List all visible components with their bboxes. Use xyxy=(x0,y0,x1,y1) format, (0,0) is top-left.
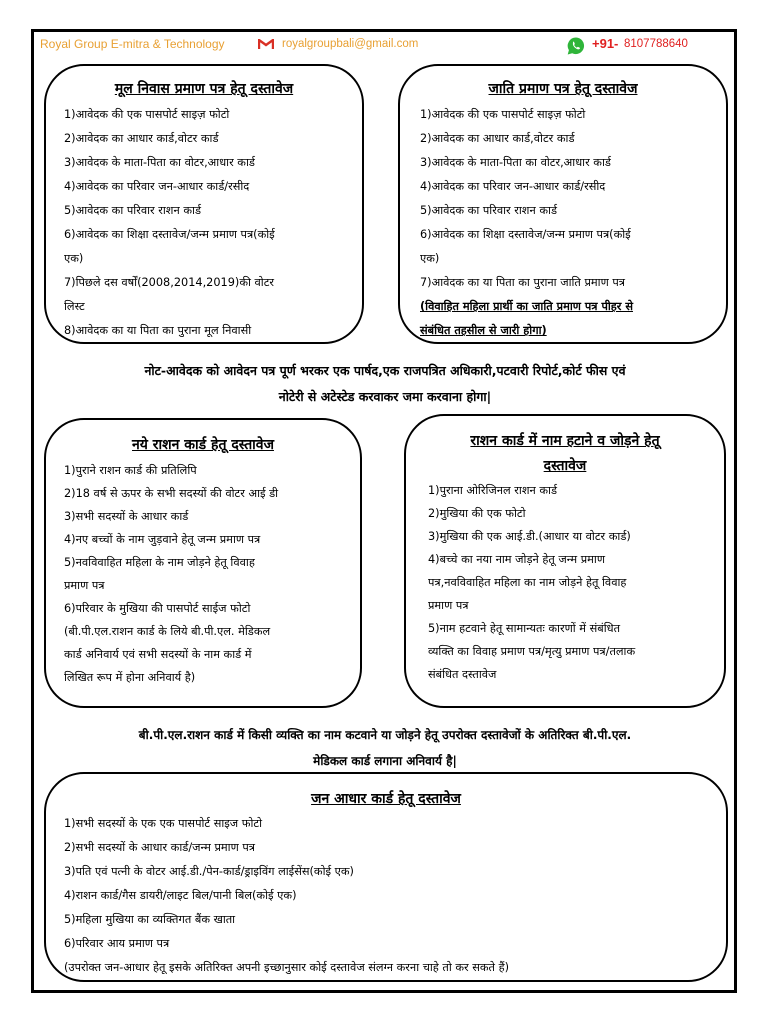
list-item: 6)परिवार आय प्रमाण पत्र xyxy=(64,937,170,950)
list-item: 3)पति एवं पत्नी के वोटर आई.डी./पेन-कार्ड/ड्राइविंग लाईसेंस(कोई एक) xyxy=(64,865,354,878)
attestation-note-line-2: नोटेरी से अटेस्टेड करवाकर जमा करवाना होगा| xyxy=(278,389,492,404)
list-item: 2)आवेदक का आधार कार्ड,वोटर कार्ड xyxy=(420,132,575,145)
list-item: 6)आवेदक का शिक्षा दस्तावेज/जन्म प्रमाण पत्र(कोई xyxy=(420,228,631,241)
list-item: 1)आवेदक की एक पासपोर्ट साइज़ फोटो xyxy=(64,108,230,121)
list-item: 6)परिवार के मुखिया की पासपोर्ट साईज फोटो xyxy=(64,602,251,615)
list-item: 2)18 वर्ष से ऊपर के सभी सदस्यों की वोटर आई डी xyxy=(64,487,279,500)
phone-number: 8107788640 xyxy=(624,38,688,50)
jan-aadhaar-document-list xyxy=(64,812,726,980)
new-ration-card-document-list xyxy=(64,459,360,689)
bpl-medical-card-note xyxy=(40,722,730,774)
list-item: 2)आवेदक का आधार कार्ड,वोटर कार्ड xyxy=(64,132,219,145)
ration-name-change-title: राशन कार्ड में नाम हटाने व जोड़ने हेतू xyxy=(470,433,660,449)
domicile-document-list xyxy=(64,103,362,343)
new-ration-card-box xyxy=(44,418,362,708)
new-ration-card-title: नये राशन कार्ड हेतू दस्तावेज xyxy=(132,437,274,453)
list-item: 4)आवेदक का परिवार जन-आधार कार्ड/रसीद xyxy=(64,180,250,193)
list-item: पत्र,नवविवाहित महिला का नाम जोड़ने हेतू विवाह xyxy=(428,576,627,589)
list-item: लिखित रूप में होना अनिवार्य है) xyxy=(64,671,196,684)
gmail-icon xyxy=(258,39,274,50)
whatsapp-icon xyxy=(566,36,586,56)
list-item: 7)पिछले दस वर्षों(2008,2014,2019)की वोटर xyxy=(64,276,275,289)
attestation-note-line-1: नोट-आवेदक को आवेदन पत्र पूर्ण भरकर एक पार्षद,एक राजपत्रित अधिकारी,पटवारी रिपोर्ट,कोर्ट फीस एवं xyxy=(144,363,626,378)
list-item: 4)राशन कार्ड/गैस डायरी/लाइट बिल/पानी बिल(कोई एक) xyxy=(64,889,297,902)
jan-aadhaar-card-box xyxy=(44,772,728,982)
list-item: 4)आवेदक का परिवार जन-आधार कार्ड/रसीद xyxy=(420,180,606,193)
list-item: 8)आवेदक का या पिता का पुराना मूल निवासी xyxy=(64,324,252,337)
caste-document-list xyxy=(420,103,726,343)
list-item: (बी.पी.एल.राशन कार्ड के लिये बी.पी.एल. मेडिकल xyxy=(64,625,271,638)
list-item: 1)पुराना ओरिजिनल राशन कार्ड xyxy=(428,484,558,497)
page-header xyxy=(40,35,730,57)
list-item: 3)आवेदक के माता-पिता का वोटर,आधार कार्ड xyxy=(64,156,255,169)
list-item: 2)मुखिया की एक फोटो xyxy=(428,507,526,520)
list-item: (उपरोक्त जन-आधार हेतू इसके अतिरिक्त अपनी इच्छानुसार कोई दस्तावेज संलग्न करना चाहे तो कर सकते हैं) xyxy=(64,961,509,974)
phone-prefix: +91- xyxy=(592,36,619,51)
list-item: 5)नाम हटवाने हेतू सामान्यतः कारणों में संबंधित xyxy=(428,622,621,635)
list-item: 4)बच्चे का नया नाम जोड़ने हेतू जन्म प्रमाण xyxy=(428,553,605,566)
domicile-certificate-box xyxy=(44,64,364,344)
list-item: एक) xyxy=(420,252,440,265)
email-address: royalgroupbali@gmail.com xyxy=(282,38,419,50)
attestation-note xyxy=(40,358,730,410)
list-item: 5)आवेदक का परिवार राशन कार्ड xyxy=(64,204,201,217)
list-item: 3)सभी सदस्यों के आधार कार्ड xyxy=(64,510,189,523)
brand-name: Royal Group E-mitra & Technology xyxy=(40,37,225,51)
domicile-certificate-title: मूल निवास प्रमाण पत्र हेतू दस्तावेज xyxy=(114,81,294,97)
list-item: एक) xyxy=(64,252,84,265)
ration-name-change-box xyxy=(404,414,726,708)
list-item: संबंधित दस्तावेज xyxy=(428,668,497,681)
list-item: 6)आवेदक का शिक्षा दस्तावेज/जन्म प्रमाण पत्र(कोई xyxy=(64,228,275,241)
list-item: 4)नए बच्चों के नाम जुड़वाने हेतू जन्म प्रमाण पत्र xyxy=(64,533,261,546)
list-item: 1)आवेदक की एक पासपोर्ट साइज़ फोटो xyxy=(420,108,586,121)
caste-certificate-title: जाति प्रमाण पत्र हेतू दस्तावेज xyxy=(488,81,638,97)
ration-name-change-document-list xyxy=(428,479,724,686)
list-item: 5)आवेदक का परिवार राशन कार्ड xyxy=(420,204,557,217)
list-item: 1)पुराने राशन कार्ड की प्रतिलिपि xyxy=(64,464,197,477)
list-item: 3)आवेदक के माता-पिता का वोटर,आधार कार्ड xyxy=(420,156,611,169)
list-item: कार्ड अनिवार्य एवं सभी सदस्यों के नाम कार्ड में xyxy=(64,648,252,661)
list-item: 7)आवेदक का या पिता का पुराना जाति प्रमाण पत्र xyxy=(420,276,625,289)
list-item: 2)सभी सदस्यों के आधार कार्ड/जन्म प्रमाण पत्र xyxy=(64,841,255,854)
married-woman-note: (विवाहित महिला प्रार्थी का जाति प्रमाण पत्र पीहर से xyxy=(420,300,633,313)
list-item: 1)सभी सदस्यों के एक एक पासपोर्ट साइज फोटो xyxy=(64,817,263,830)
ration-name-change-title-continued: दस्तावेज xyxy=(543,458,587,474)
list-item: लिस्ट xyxy=(64,300,85,313)
list-item: 5)महिला मुखिया का व्यक्तिगत बैंक खाता xyxy=(64,913,236,926)
list-item: प्रमाण पत्र xyxy=(64,579,105,592)
married-woman-note-continued: संबंधित तहसील से जारी होगा) xyxy=(420,324,547,337)
jan-aadhaar-card-title: जन आधार कार्ड हेतू दस्तावेज xyxy=(311,791,461,807)
list-item: प्रमाण पत्र xyxy=(428,599,469,612)
list-item: व्यक्ति का विवाह प्रमाण पत्र/मृत्यु प्रमाण पत्र/तलाक xyxy=(428,645,636,658)
list-item: 3)मुखिया की एक आई.डी.(आधार या वोटर कार्ड) xyxy=(428,530,631,543)
list-item: 5)नवविवाहित महिला के नाम जोड़ने हेतू विवाह xyxy=(64,556,255,569)
caste-certificate-box xyxy=(398,64,728,344)
bpl-note-line-1: बी.पी.एल.राशन कार्ड में किसी व्यक्ति का नाम कटवाने या जोड़ने हेतू उपरोक्त दस्तावेजों के अतिरिक्त बी.पी.एल. xyxy=(138,728,632,742)
bpl-note-line-2: मेडिकल कार्ड लगाना अनिवार्य है| xyxy=(313,754,457,768)
